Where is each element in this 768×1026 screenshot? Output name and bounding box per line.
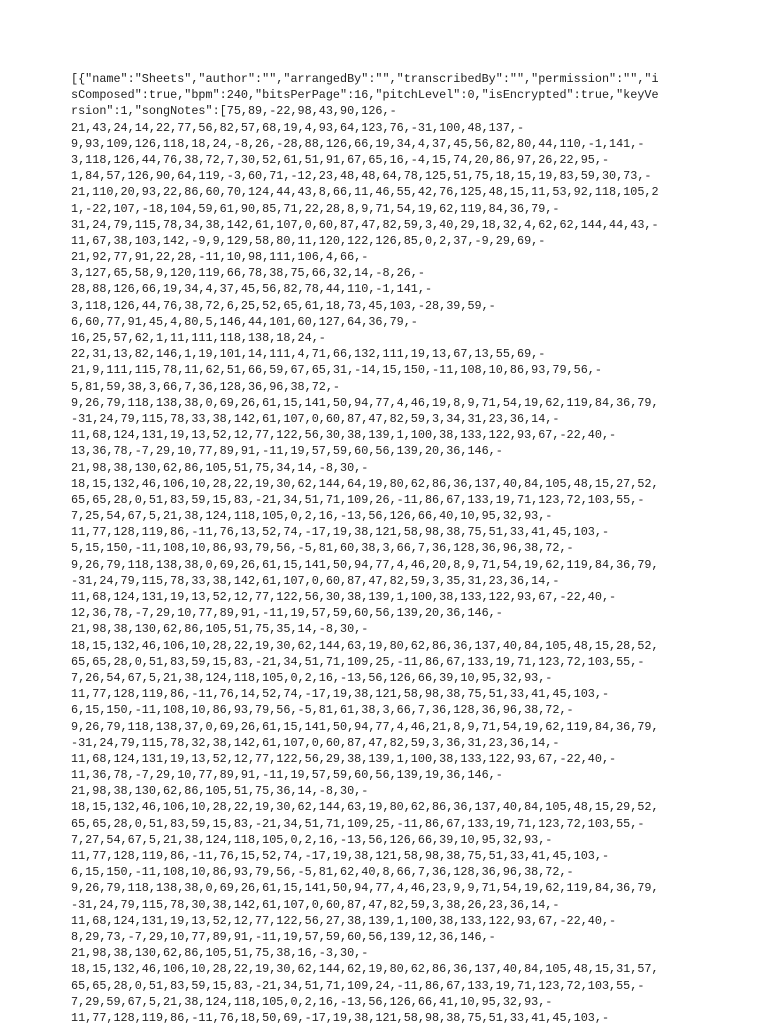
text-line: 9,26,79,118,138,38,0,69,26,61,15,141,50,94,77,4,46,23,9,9,71,54,19,62,119,84,36,79,	[71, 881, 659, 896]
text-line: 6,15,150,-11,108,10,86,93,79,56,-5,81,62,40,8,66,7,36,128,36,96,38,72,-	[71, 865, 574, 880]
text-line: 18,15,132,46,106,10,28,22,19,30,62,144,63,19,80,62,86,36,137,40,84,105,48,15,29,52,	[71, 800, 659, 815]
text-line: 11,77,128,119,86,-11,76,13,52,74,-17,19,38,121,58,98,38,75,51,33,41,45,103,-	[71, 525, 610, 540]
text-line: 1,-22,107,-18,104,59,61,90,85,71,22,28,8,9,71,54,19,62,119,84,36,79,-	[71, 201, 560, 216]
text-line: 21,43,24,14,22,77,56,82,57,68,19,4,93,64,123,76,-31,100,48,137,-	[71, 120, 525, 135]
text-line: 13,36,78,-7,29,10,77,89,91,-11,19,57,59,60,56,139,20,36,146,-	[71, 444, 503, 459]
text-line: -31,24,79,115,78,32,38,142,61,107,0,60,87,47,82,59,3,36,31,23,36,14,-	[71, 735, 560, 750]
text-line: 12,36,78,-7,29,10,77,89,91,-11,19,57,59,60,56,139,20,36,146,-	[71, 606, 503, 621]
text-line: 16,25,57,62,1,11,111,118,138,18,24,-	[71, 331, 326, 345]
text-line: 11,67,38,103,142,-9,9,129,58,80,11,120,122,126,85,0,2,37,-9,29,69,-	[71, 233, 546, 248]
text-line: 7,25,54,67,5,21,38,124,118,105,0,2,16,-13,56,126,66,40,10,95,32,93,-	[71, 509, 553, 524]
text-line: 6,15,150,-11,108,10,86,93,79,56,-5,81,61,38,3,66,7,36,128,36,96,38,72,-	[71, 703, 574, 718]
text-line: 11,68,124,131,19,13,52,12,77,122,56,30,38,139,1,100,38,133,122,93,67,-22,40,-	[71, 590, 617, 604]
text-line: [{"name":"Sheets","author":"","arrangedBy":"","transcribedBy":"","permission":"","i	[71, 72, 659, 86]
text-line: 9,26,79,118,138,38,0,69,26,61,15,141,50,94,77,4,46,19,8,9,71,54,19,62,119,84,36,79,	[71, 395, 659, 410]
text-line: 11,68,124,131,19,13,52,12,77,122,56,29,38,139,1,100,38,133,122,93,67,-22,40,-	[71, 751, 617, 766]
text-line: -31,24,79,115,78,33,38,142,61,107,0,60,87,47,82,59,3,35,31,23,36,14,-	[71, 573, 560, 588]
text-line: 18,15,132,46,106,10,28,22,19,30,62,144,63,19,80,62,86,36,137,40,84,105,48,15,28,52,	[71, 638, 659, 653]
text-line: 21,110,20,93,22,86,60,70,124,44,43,8,66,11,46,55,42,76,125,48,15,11,53,92,118,105,2	[71, 185, 659, 200]
text-line: 5,15,150,-11,108,10,86,93,79,56,-5,81,60,38,3,66,7,36,128,36,96,38,72,-	[71, 541, 574, 556]
text-line: 65,65,28,0,51,83,59,15,83,-21,34,51,71,109,25,-11,86,67,133,19,71,123,72,103,55,-	[71, 654, 645, 669]
text-line: -31,24,79,115,78,33,38,142,61,107,0,60,87,47,82,59,3,34,31,23,36,14,-	[71, 411, 560, 426]
text-line: 8,29,73,-7,29,10,77,89,91,-11,19,57,59,60,56,139,12,36,146,-	[71, 929, 496, 944]
text-line: 11,77,128,119,86,-11,76,14,52,74,-17,19,38,121,58,98,38,75,51,33,41,45,103,-	[71, 687, 610, 702]
text-line: 9,26,79,118,138,38,0,69,26,61,15,141,50,94,77,4,46,20,8,9,71,54,19,62,119,84,36,79,	[71, 557, 659, 572]
text-line: 3,118,126,44,76,38,72,6,25,52,65,61,18,73,45,103,-28,39,59,-	[71, 298, 496, 313]
text-line: 31,24,79,115,78,34,38,142,61,107,0,60,87,47,82,59,3,40,29,18,32,4,62,62,144,44,43,-	[71, 217, 659, 232]
text-line: sComposed":true,"bpm":240,"bitsPerPage":16,"pitchLevel":0,"isEncrypted":true,"keyVe	[71, 88, 659, 103]
text-line: 11,77,128,119,86,-11,76,15,52,74,-17,19,38,121,58,98,38,75,51,33,41,45,103,-	[71, 849, 610, 863]
text-line: 18,15,132,46,106,10,28,22,19,30,62,144,62,19,80,62,86,36,137,40,84,105,48,15,31,57,	[71, 962, 659, 977]
text-line: 9,93,109,126,118,18,24,-8,26,-28,88,126,66,19,34,4,37,45,56,82,80,44,110,-1,141,-	[71, 136, 645, 151]
text-line: 21,98,38,130,62,86,105,51,75,36,14,-8,30,-	[71, 784, 369, 799]
text-line: 65,65,28,0,51,83,59,15,83,-21,34,51,71,109,25,-11,86,67,133,19,71,123,72,103,55,-	[71, 816, 645, 831]
text-line: 21,92,77,91,22,28,-11,10,98,111,106,4,66,-	[71, 250, 369, 265]
text-line: 11,36,78,-7,29,10,77,89,91,-11,19,57,59,60,56,139,19,36,146,-	[71, 768, 503, 783]
text-line: 65,65,28,0,51,83,59,15,83,-21,34,51,71,109,24,-11,86,67,133,19,71,123,72,103,55,-	[71, 978, 645, 993]
text-line: 3,118,126,44,76,38,72,7,30,52,61,51,91,67,65,16,-4,15,74,20,86,97,26,22,95,-	[71, 152, 610, 167]
text-line: 21,98,38,130,62,86,105,51,75,38,16,-3,30,-	[71, 946, 369, 961]
text-line: 21,9,111,115,78,11,62,51,66,59,67,65,31,-14,15,150,-11,108,10,86,93,79,56,-	[71, 363, 602, 378]
text-line: 1,84,57,126,90,64,119,-3,60,71,-12,23,48,48,64,78,125,51,75,18,15,19,83,59,30,73,-	[71, 169, 652, 184]
text-line: 21,98,38,130,62,86,105,51,75,35,14,-8,30,-	[71, 622, 369, 637]
text-line: 7,29,59,67,5,21,38,124,118,105,0,2,16,-13,56,126,66,41,10,95,32,93,-	[71, 994, 553, 1009]
text-line: 6,60,77,91,45,4,80,5,146,44,101,60,127,64,36,79,-	[71, 314, 418, 329]
text-line: 11,77,128,119,86,-11,76,18,50,69,-17,19,38,121,58,98,38,75,51,33,41,45,103,-	[71, 1010, 610, 1025]
text-line: 18,15,132,46,106,10,28,22,19,30,62,144,64,19,80,62,86,36,137,40,84,105,48,15,27,52,	[71, 476, 659, 491]
text-line: 7,27,54,67,5,21,38,124,118,105,0,2,16,-13,56,126,66,39,10,95,32,93,-	[71, 832, 553, 847]
json-text-body	[71, 71, 701, 1026]
text-line: 7,26,54,67,5,21,38,124,118,105,0,2,16,-13,56,126,66,39,10,95,32,93,-	[71, 670, 553, 685]
text-line: 11,68,124,131,19,13,52,12,77,122,56,27,38,139,1,100,38,133,122,93,67,-22,40,-	[71, 913, 617, 928]
text-line: 22,31,13,82,146,1,19,101,14,111,4,71,66,132,111,19,13,67,13,55,69,-	[71, 347, 546, 362]
text-line: rsion":1,"songNotes":[75,89,-22,98,43,90,126,-	[71, 104, 397, 119]
text-line: 11,68,124,131,19,13,52,12,77,122,56,30,38,139,1,100,38,133,122,93,67,-22,40,-	[71, 428, 617, 443]
text-line: 5,81,59,38,3,66,7,36,128,36,96,38,72,-	[71, 379, 341, 394]
text-line: 28,88,126,66,19,34,4,37,45,56,82,78,44,110,-1,141,-	[71, 282, 433, 297]
text-line: -31,24,79,115,78,30,38,142,61,107,0,60,87,47,82,59,3,38,26,23,36,14,-	[71, 897, 560, 912]
text-line: 3,127,65,58,9,120,119,66,78,38,75,66,32,14,-8,26,-	[71, 266, 425, 281]
text-line: 9,26,79,118,138,37,0,69,26,61,15,141,50,94,77,4,46,21,8,9,71,54,19,62,119,84,36,79,	[71, 719, 659, 734]
text-line: 21,98,38,130,62,86,105,51,75,34,14,-8,30,-	[71, 460, 369, 475]
text-line: 65,65,28,0,51,83,59,15,83,-21,34,51,71,109,26,-11,86,67,133,19,71,123,72,103,55,-	[71, 492, 645, 507]
